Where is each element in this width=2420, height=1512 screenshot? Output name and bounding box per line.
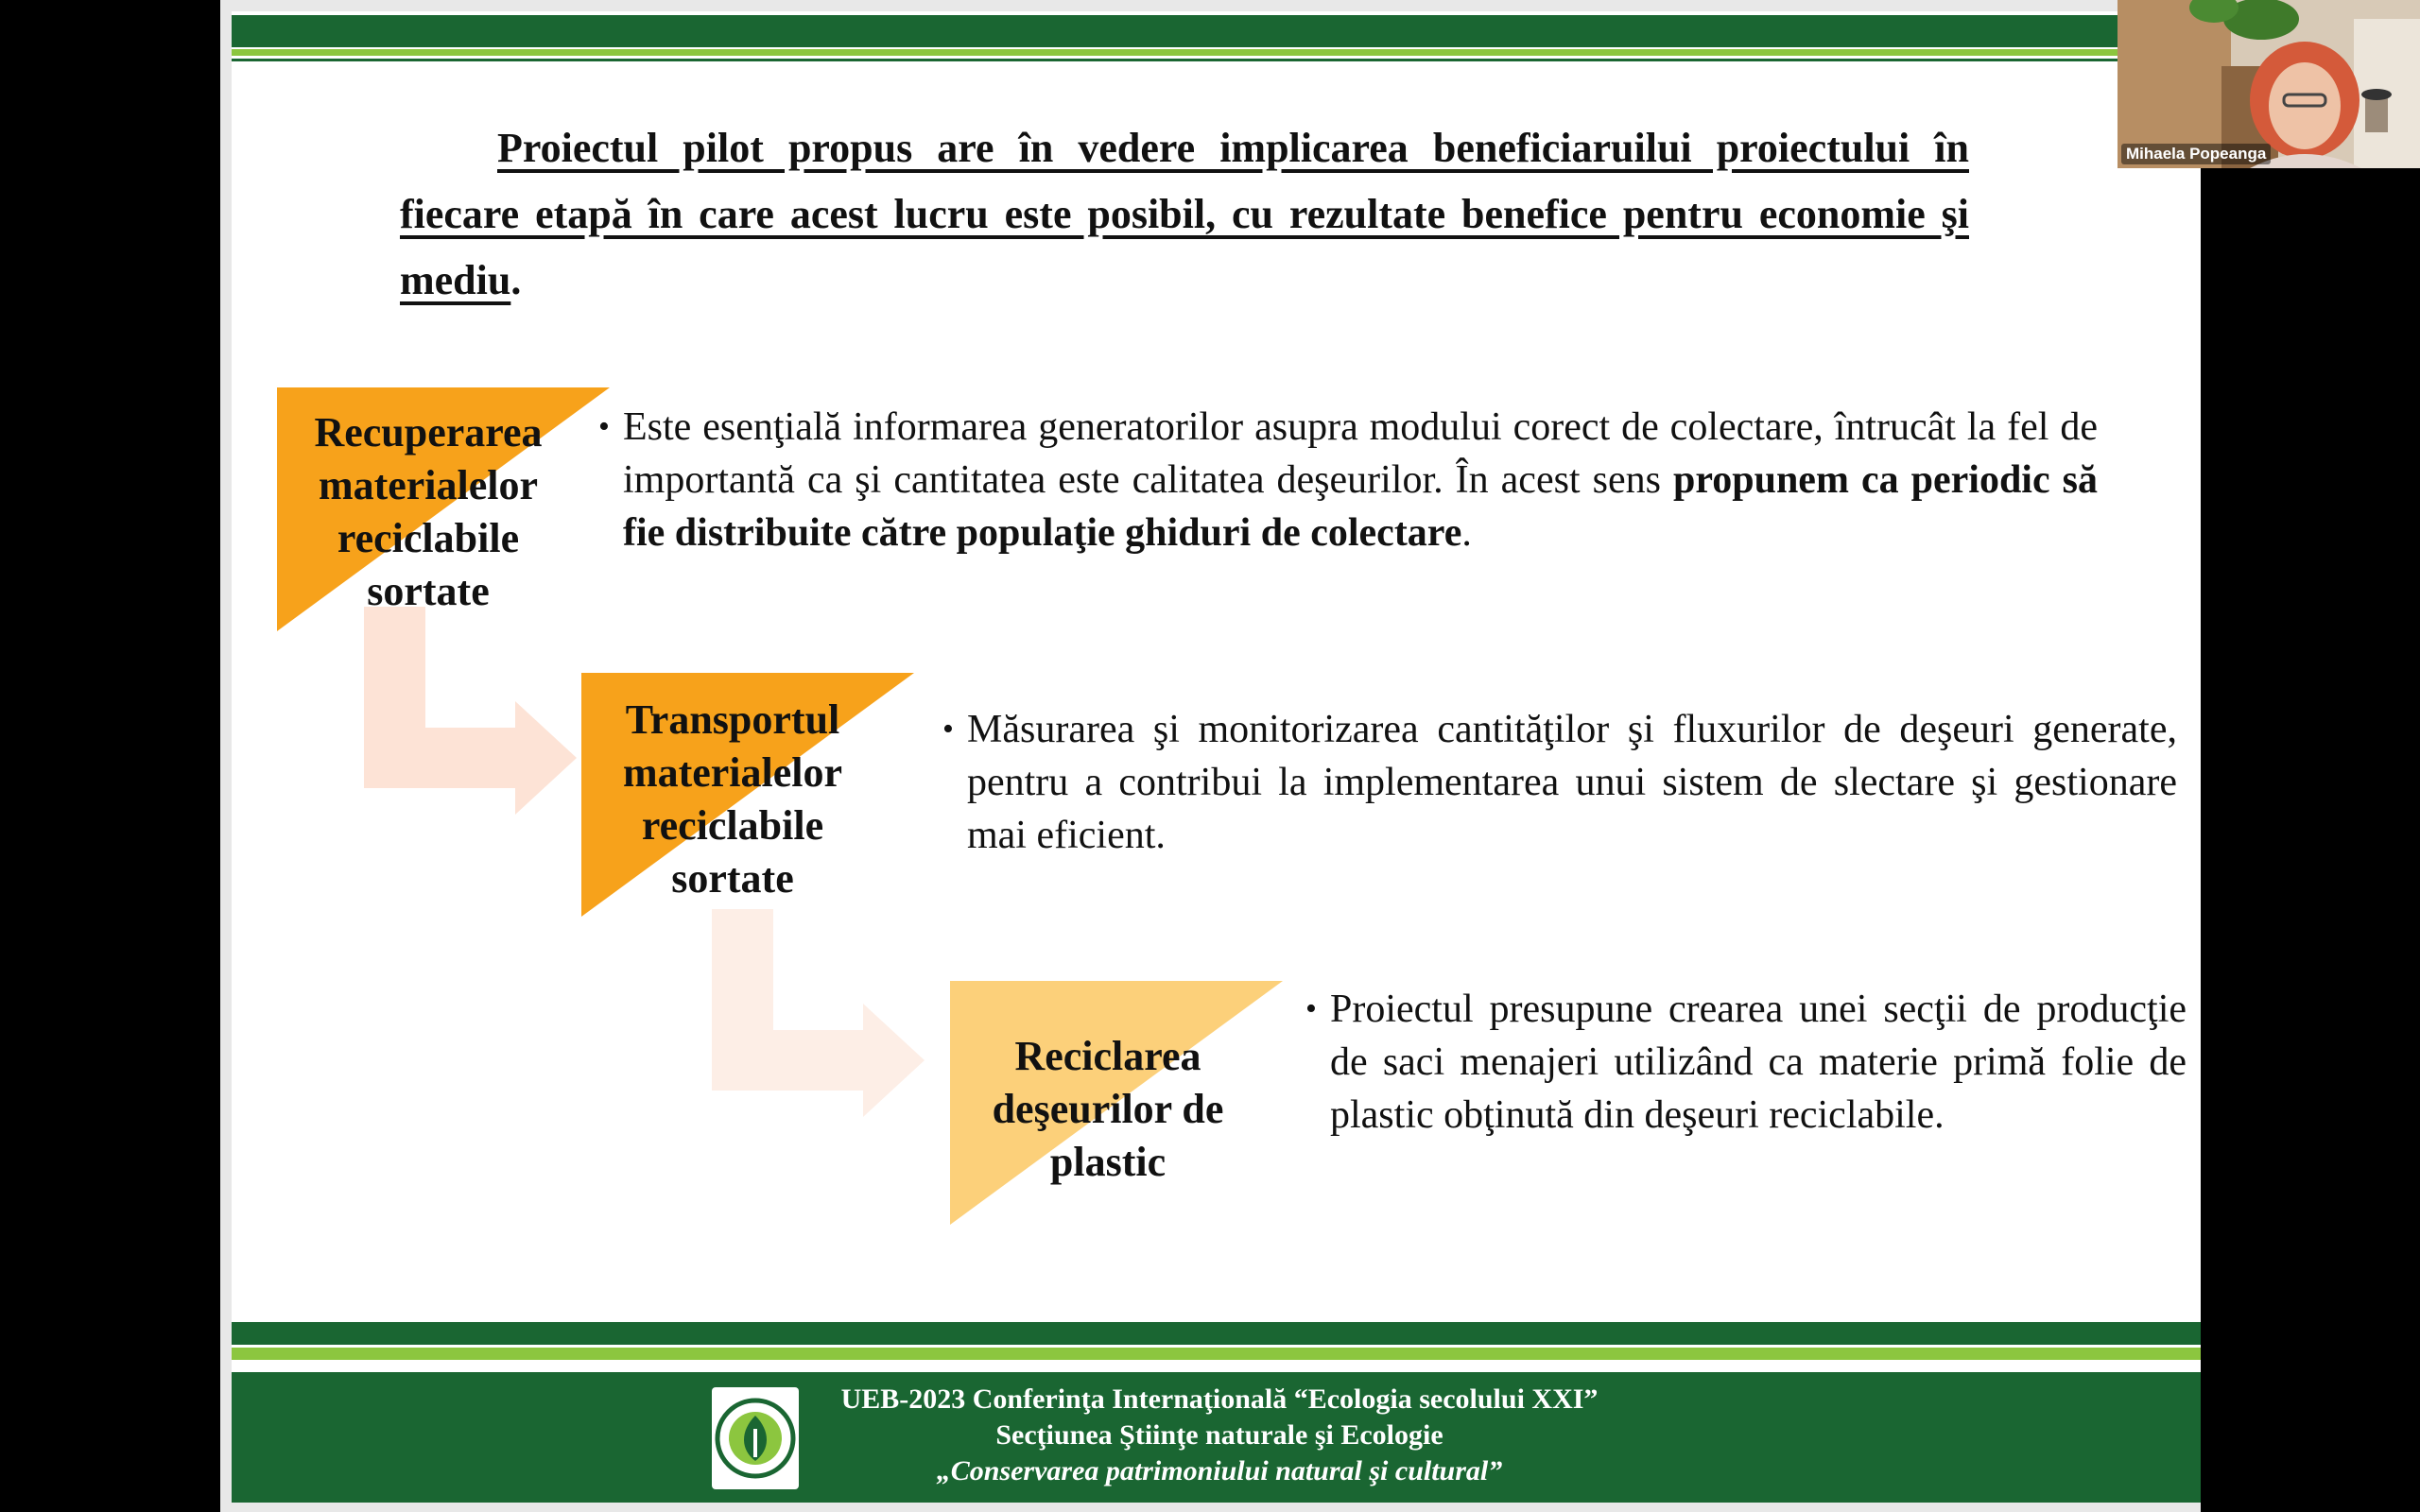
step-1-description <box>598 401 2098 559</box>
step-3-label <box>942 1030 1273 1189</box>
step-2-label-line: Transportul <box>625 696 840 743</box>
intro-end-mark: . <box>510 257 522 303</box>
step-3-label-line: Reciclarea <box>1014 1033 1201 1079</box>
intro-text: Proiectul pilot propus are în vedere implicarea beneficiaruilui proiectului în fiecare etapă în care acest lucru este posibil, cu rezultate benefice pentru economie şi mediu <box>400 125 1969 303</box>
step-2-label <box>572 694 893 905</box>
step-1-label-line: materialelor <box>318 462 539 508</box>
header-band-light <box>232 49 2201 56</box>
step-1-text-end: . <box>1461 511 1472 555</box>
bullet-icon: • <box>1305 991 1317 1026</box>
step-1-label-line: sortate <box>367 568 490 614</box>
step-2-text: Măsurarea şi monitorizarea cantităţilor şi fluxurilor de deşeuri generate, pentru a contribui la implementarea unui sistem de slectare şi gestionare mai eficient. <box>967 708 2177 857</box>
footer-conference-title: UEB-2023 Conferinţa Internaţională “Ecologia secolului XXI” <box>840 1383 1599 1415</box>
step-1-text-bold: propunem ca periodic să fie distribuite către populaţie ghiduri de colectare <box>623 458 2098 555</box>
step-1-text: Este esenţială informarea generatorilor asupra modului corect de colectare, întrucât la fel de importantă ca şi cantitatea este calitatea deşeurilor. În acest sens <box>623 405 2098 502</box>
footer-theme: „Conservarea patrimoniului natural şi cultural” <box>936 1455 1503 1486</box>
step-2-label-line: reciclabile <box>641 802 824 849</box>
flow-arrow-1-icon <box>364 607 591 824</box>
step-1-label-line: reciclabile <box>337 515 520 561</box>
header-band-thin <box>232 59 2201 61</box>
step-1-label-line: Recuperarea <box>314 409 543 455</box>
step-2-label-line: materialelor <box>622 749 843 796</box>
step-2-description <box>942 703 2177 862</box>
bullet-icon: • <box>598 409 610 444</box>
participant-name: Mihaela Popeanga <box>2121 144 2271 164</box>
step-3-description <box>1305 983 2187 1142</box>
slide <box>232 11 2201 1503</box>
step-3-label-line: plastic <box>1049 1139 1167 1185</box>
header-band-dark <box>232 15 2201 47</box>
flow-arrow-2-icon <box>712 909 939 1126</box>
bullet-icon: • <box>942 712 954 747</box>
step-3-label-line: deşeurilor de <box>992 1086 1224 1132</box>
footer-text <box>818 1382 1621 1489</box>
step-1-label <box>268 406 589 618</box>
footer-band-dark <box>232 1322 2201 1345</box>
footer-band-light <box>232 1348 2201 1360</box>
participant-video-tile[interactable] <box>2118 0 2420 168</box>
conference-logo-icon <box>712 1387 799 1489</box>
slide-footer <box>232 1372 2201 1503</box>
footer-section-name: Secţiunea Ştiinţe naturale şi Ecologie <box>995 1419 1443 1451</box>
step-3-text: Proiectul presupune crearea unei secţii de producţie de saci menajeri utilizând ca materie primă folie de plastic obţinută din deşeuri reciclabile. <box>1330 988 2187 1137</box>
intro-paragraph <box>400 115 1969 314</box>
step-2-label-line: sortate <box>671 855 794 902</box>
